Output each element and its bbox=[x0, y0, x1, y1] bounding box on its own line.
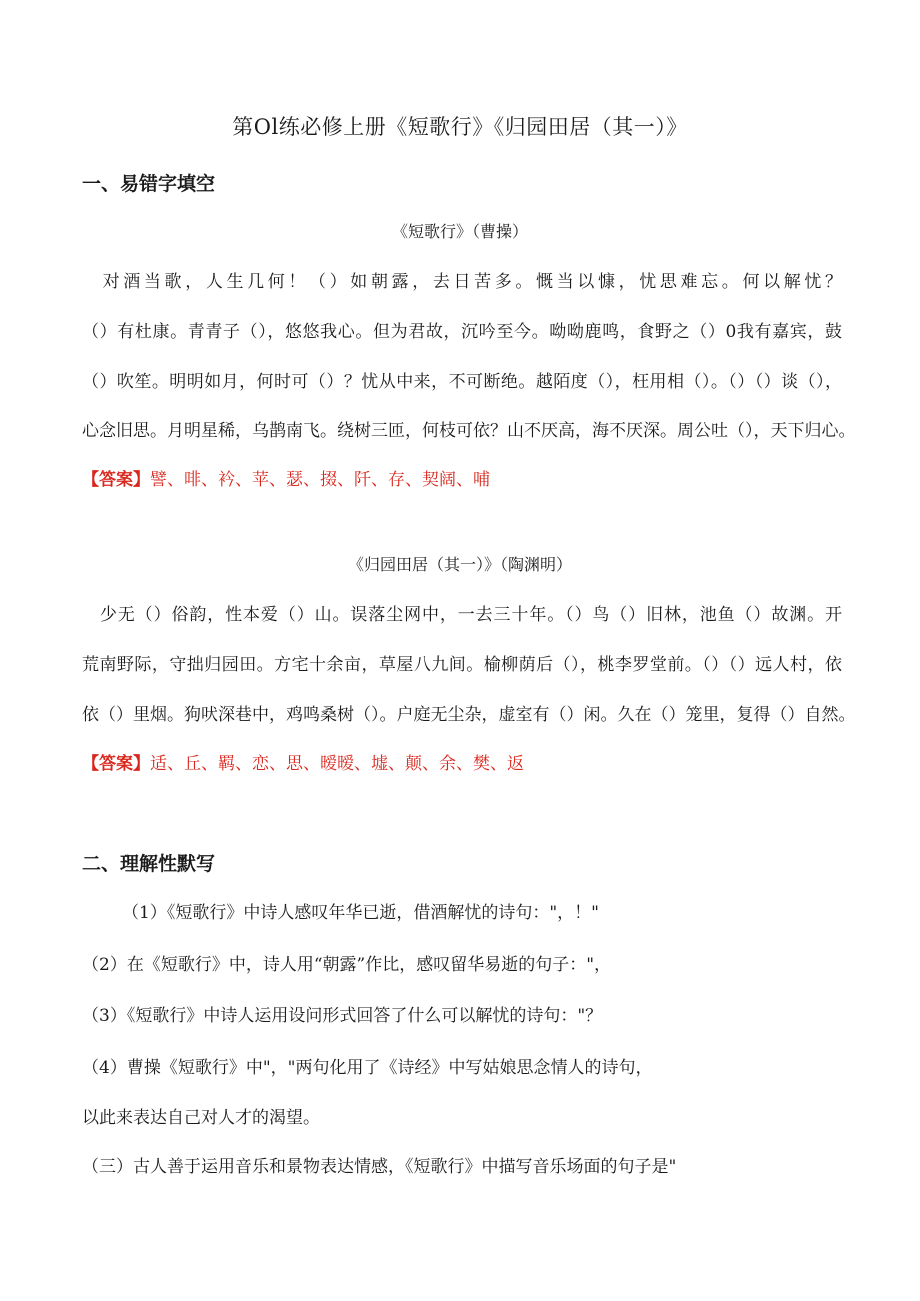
poem-line: 心念旧思。月明星稀，乌鹊南飞。绕树三匝，何枝可依？山不厌高，海不厌深。周公吐（），天下归心。 bbox=[82, 421, 856, 441]
answer-line-1 bbox=[82, 468, 490, 492]
poem-line: （）有杜康。青青子（），悠悠我心。但为君故，沉吟至今。呦呦鹿鸣，食野之（）0我有嘉宾，鼓 bbox=[82, 322, 842, 342]
answer-text: 譬、啡、衿、苹、瑟、掇、阡、存、契阔、哺 bbox=[150, 470, 490, 490]
poem-line: 依（）里烟。狗吠深巷中，鸡鸣桑树（）。户庭无尘杂，虚室有（）闲。久在（）笼里，复得（）自然。 bbox=[82, 705, 856, 725]
poem-line: （）吹笙。明明如月，何时可（）？忧从中来，不可断绝。越陌度（），枉用相（）。（）（）谈（）， bbox=[82, 372, 842, 392]
poem-line: 荒南野际，守拙归园田。方宅十余亩，草屋八九间。榆柳荫后（），桃李罗堂前。（）（）远人村，依 bbox=[82, 655, 842, 675]
section-heading-comprehension: 二、理解性默写 bbox=[82, 853, 216, 875]
answer-label: 【答案】 bbox=[82, 470, 150, 490]
question-item: （三）古人善于运用音乐和景物表达情感，《短歌行》中描写音乐场面的句子是" bbox=[82, 1157, 677, 1177]
section-heading-typo-fill: 一、易错字填空 bbox=[82, 173, 216, 195]
question-item: （4）曹操《短歌行》中"，"两句化用了《诗经》中写姑娘思念情人的诗句， bbox=[82, 1058, 653, 1078]
answer-line-2 bbox=[82, 752, 524, 776]
answer-text: 适、丘、羁、恋、思、暧暧、墟、颠、余、樊、返 bbox=[150, 754, 524, 774]
poem-subtitle-guiyuantianju: 《归园田居（其一）》（陶渊明） bbox=[347, 555, 572, 574]
answer-label: 【答案】 bbox=[82, 754, 150, 774]
question-item: （1）《短歌行》中诗人感叹年华已逝，借酒解忧的诗句："，！" bbox=[122, 903, 599, 923]
question-item: （2）在《短歌行》中，诗人用“朝露”作比，感叹留华易逝的句子："， bbox=[82, 955, 612, 975]
question-item-continuation: 以此来表达自己对人才的渴望。 bbox=[82, 1108, 320, 1128]
question-item: （3）《短歌行》中诗人运用设问形式回答了什么可以解忧的诗句："？ bbox=[82, 1006, 603, 1026]
poem-line: 对酒当歌，人生几何！（）如朝露，去日苦多。慨当以慷，忧思难忘。何以解忧？ bbox=[82, 272, 842, 292]
page-title: 第Ol练必修上册《短歌行》《归园田居（其一）》 bbox=[232, 115, 688, 139]
poem-line: 少无（）俗韵，性本爱（）山。误落尘网中，一去三十年。（）鸟（）旧林，池鱼（）故渊。开 bbox=[82, 605, 842, 625]
poem-subtitle-duangexing: 《短歌行》（曹操） bbox=[391, 222, 528, 241]
